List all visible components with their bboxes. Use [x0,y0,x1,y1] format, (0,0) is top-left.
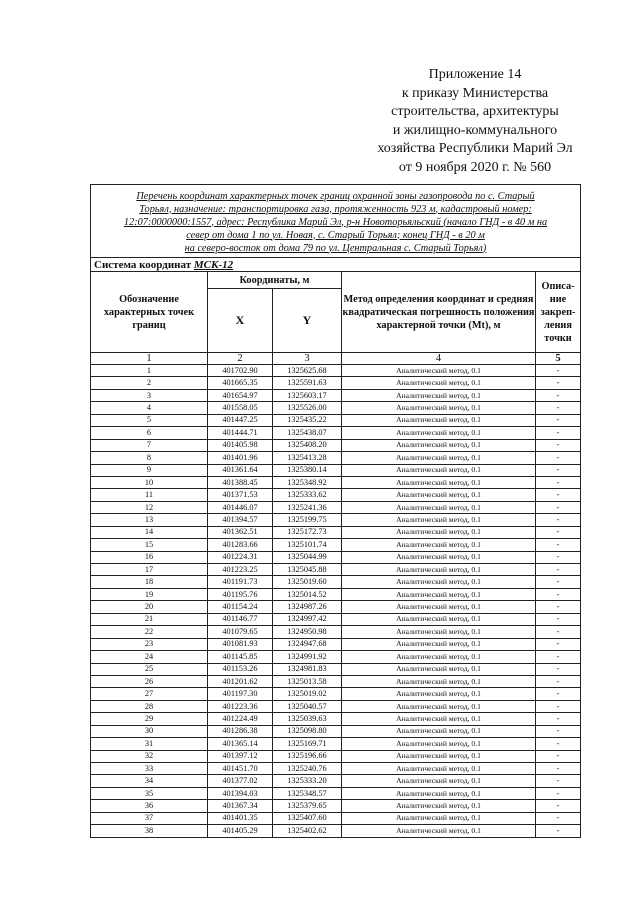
table-row [91,414,581,426]
table-row [91,526,581,538]
coord-x: 401361.64 [208,464,273,476]
table-row [91,564,581,576]
fixing-description: - [536,427,581,439]
fixing-description: - [536,825,581,837]
method: Аналитический метод, 0.1 [342,576,536,588]
coordinates-table [90,184,581,838]
coord-y: 1324997.42 [273,613,342,625]
method: Аналитический метод, 0.1 [342,800,536,812]
coord-x: 401201.62 [208,675,273,687]
fixing-description: - [536,725,581,737]
coord-x: 401146.77 [208,613,273,625]
point-number: 7 [91,439,208,451]
coord-x: 401195.76 [208,588,273,600]
table-row [91,825,581,837]
coord-x: 401702.90 [208,365,273,377]
method: Аналитический метод, 0.1 [342,365,536,377]
method: Аналитический метод, 0.1 [342,725,536,737]
table-title [91,185,581,258]
coord-x: 401362.51 [208,526,273,538]
method: Аналитический метод, 0.1 [342,402,536,414]
point-number: 25 [91,663,208,675]
coord-x: 401451.70 [208,763,273,775]
table-row [91,688,581,700]
point-number: 2 [91,377,208,389]
point-number: 32 [91,750,208,762]
header-y: Y [273,289,342,353]
table-row [91,775,581,787]
coord-x: 401405.98 [208,439,273,451]
fixing-description: - [536,713,581,725]
coord-y: 1324991.92 [273,651,342,663]
coord-y: 1325379.65 [273,800,342,812]
fixing-description: - [536,787,581,799]
fixing-description: - [536,626,581,638]
point-number: 6 [91,427,208,439]
column-number: 3 [273,353,342,365]
table-row [91,576,581,588]
table-row [91,427,581,439]
method: Аналитический метод, 0.1 [342,651,536,663]
coord-x: 401224.31 [208,551,273,563]
table-row [91,713,581,725]
coord-x: 401446.07 [208,501,273,513]
method: Аналитический метод, 0.1 [342,489,536,501]
table-title-line: Перечень координат характерных точек границ охранной зоны газопровода по с. Старый [136,190,535,202]
coord-y: 1325045.88 [273,564,342,576]
table-row [91,377,581,389]
coord-y: 1324950.98 [273,626,342,638]
table-row [91,489,581,501]
method: Аналитический метод, 0.1 [342,812,536,824]
coord-y: 1325435.22 [273,414,342,426]
point-number: 3 [91,389,208,401]
table-row [91,750,581,762]
method: Аналитический метод, 0.1 [342,688,536,700]
method: Аналитический метод, 0.1 [342,464,536,476]
point-number: 22 [91,626,208,638]
point-number: 23 [91,638,208,650]
fixing-description: - [536,365,581,377]
point-number: 28 [91,700,208,712]
coord-y: 1325380.14 [273,464,342,476]
coord-y: 1325413.28 [273,452,342,464]
header-line: Приложение 14 [428,67,522,82]
coord-x: 401654.97 [208,389,273,401]
coord-y: 1325241.36 [273,501,342,513]
table-title-line: Торьял, назначение: транспортировка газа, протяженность 923 м, кадастровый номер: [139,203,532,215]
fixing-description: - [536,688,581,700]
table-row [91,663,581,675]
table-row [91,365,581,377]
point-number: 18 [91,576,208,588]
header-designation: Обозначение характерных точек границ [91,272,208,353]
method: Аналитический метод, 0.1 [342,564,536,576]
point-number: 34 [91,775,208,787]
coord-y: 1325348.92 [273,476,342,488]
coord-y: 1325625.68 [273,365,342,377]
method: Аналитический метод, 0.1 [342,526,536,538]
fixing-description: - [536,601,581,613]
header-description: Описа-ние закреп-ления точки [536,272,581,353]
table-row [91,675,581,687]
coord-y: 1325199.75 [273,514,342,526]
header-line: и жилищно-коммунального [392,122,558,138]
coord-y: 1325240.76 [273,763,342,775]
coord-x: 401081.93 [208,638,273,650]
table-row [91,402,581,414]
method: Аналитический метод, 0.1 [342,713,536,725]
header-line: строительства, архитектуры [391,104,559,120]
table-row [91,800,581,812]
table-row [91,738,581,750]
table-row [91,389,581,401]
coordinate-system-value: МСК-12 [193,258,234,271]
method: Аналитический метод, 0.1 [342,427,536,439]
coord-x: 401405.29 [208,825,273,837]
point-number: 26 [91,675,208,687]
method: Аналитический метод, 0.1 [342,514,536,526]
coord-y: 1325013.58 [273,675,342,687]
table-row [91,787,581,799]
coord-y: 1325019.02 [273,688,342,700]
table-row [91,514,581,526]
method: Аналитический метод, 0.1 [342,613,536,625]
coord-x: 401367.34 [208,800,273,812]
coord-x: 401388.45 [208,476,273,488]
coord-y: 1325172.73 [273,526,342,538]
coord-x: 401377.02 [208,775,273,787]
point-number: 11 [91,489,208,501]
method: Аналитический метод, 0.1 [342,439,536,451]
coord-y: 1325044.99 [273,551,342,563]
fixing-description: - [536,675,581,687]
fixing-description: - [536,539,581,551]
fixing-description: - [536,588,581,600]
header-method: Метод определения координат и средняя квадратическая погрешность положения характерной точки (Mt), м [342,272,536,353]
coord-x: 401197.30 [208,688,273,700]
fixing-description: - [536,439,581,451]
coord-x: 401191.73 [208,576,273,588]
fixing-description: - [536,389,581,401]
fixing-description: - [536,464,581,476]
table-row [91,501,581,513]
table-row [91,601,581,613]
coord-y: 1325333.20 [273,775,342,787]
point-number: 4 [91,402,208,414]
coord-y: 1325407.60 [273,812,342,824]
method: Аналитический метод, 0.1 [342,700,536,712]
coord-y: 1325603.17 [273,389,342,401]
table-row [91,539,581,551]
point-number: 20 [91,601,208,613]
method: Аналитический метод, 0.1 [342,501,536,513]
fixing-description: - [536,476,581,488]
fixing-description: - [536,812,581,824]
method: Аналитический метод, 0.1 [342,825,536,837]
coord-x: 401447.25 [208,414,273,426]
fixing-description: - [536,551,581,563]
coord-x: 401223.36 [208,700,273,712]
fixing-description: - [536,700,581,712]
coord-x: 401224.49 [208,713,273,725]
method: Аналитический метод, 0.1 [342,588,536,600]
fixing-description: - [536,576,581,588]
coord-y: 1325526.00 [273,402,342,414]
coord-y: 1325196.66 [273,750,342,762]
point-number: 1 [91,365,208,377]
table-row [91,476,581,488]
fixing-description: - [536,613,581,625]
coordinate-system [91,258,581,272]
coord-x: 401223.25 [208,564,273,576]
method: Аналитический метод, 0.1 [342,663,536,675]
method: Аналитический метод, 0.1 [342,452,536,464]
column-number: 1 [91,353,208,365]
point-number: 24 [91,651,208,663]
header-line: к приказу Министерства [401,85,549,101]
coord-y: 1325402.62 [273,825,342,837]
point-number: 29 [91,713,208,725]
point-number: 8 [91,452,208,464]
method: Аналитический метод, 0.1 [342,775,536,787]
method: Аналитический метод, 0.1 [342,539,536,551]
method: Аналитический метод, 0.1 [342,787,536,799]
point-number: 13 [91,514,208,526]
point-number: 17 [91,564,208,576]
method: Аналитический метод, 0.1 [342,377,536,389]
coord-y: 1324947.68 [273,638,342,650]
method: Аналитический метод, 0.1 [342,414,536,426]
point-number: 31 [91,738,208,750]
fixing-description: - [536,452,581,464]
fixing-description: - [536,763,581,775]
point-number: 30 [91,725,208,737]
coord-y: 1325019.60 [273,576,342,588]
table-row [91,588,581,600]
header-x: X [208,289,273,353]
method: Аналитический метод, 0.1 [342,738,536,750]
method: Аналитический метод, 0.1 [342,675,536,687]
point-number: 10 [91,476,208,488]
table-row [91,464,581,476]
coord-y: 1325333.62 [273,489,342,501]
point-number: 27 [91,688,208,700]
header-coordinates: Координаты, м [208,272,342,289]
coord-x: 401283.66 [208,539,273,551]
coord-y: 1325040.57 [273,700,342,712]
table-row [91,812,581,824]
method: Аналитический метод, 0.1 [342,750,536,762]
method: Аналитический метод, 0.1 [342,389,536,401]
point-number: 14 [91,526,208,538]
coord-x: 401401.35 [208,812,273,824]
coord-y: 1325408.20 [273,439,342,451]
method: Аналитический метод, 0.1 [342,476,536,488]
fixing-description: - [536,514,581,526]
appendix-header [360,66,590,178]
point-number: 19 [91,588,208,600]
fixing-description: - [536,489,581,501]
fixing-description: - [536,663,581,675]
method: Аналитический метод, 0.1 [342,601,536,613]
coord-y: 1325098.80 [273,725,342,737]
point-number: 5 [91,414,208,426]
coord-y: 1325438.07 [273,427,342,439]
method: Аналитический метод, 0.1 [342,638,536,650]
method: Аналитический метод, 0.1 [342,763,536,775]
fixing-description: - [536,800,581,812]
fixing-description: - [536,775,581,787]
point-number: 36 [91,800,208,812]
coord-x: 401394.03 [208,787,273,799]
header-line: от 9 ноября 2020 г. № 560 [398,159,552,175]
fixing-description: - [536,738,581,750]
coord-y: 1325014.52 [273,588,342,600]
point-number: 37 [91,812,208,824]
coord-y: 1325101.74 [273,539,342,551]
table-row [91,700,581,712]
fixing-description: - [536,564,581,576]
coord-x: 401397.12 [208,750,273,762]
table-row [91,638,581,650]
coord-y: 1324981.83 [273,663,342,675]
coord-y: 1324987.26 [273,601,342,613]
fixing-description: - [536,526,581,538]
coord-y: 1325348.57 [273,787,342,799]
coord-x: 401665.35 [208,377,273,389]
point-number: 15 [91,539,208,551]
fixing-description: - [536,638,581,650]
coord-x: 401401.96 [208,452,273,464]
table-row [91,763,581,775]
fixing-description: - [536,651,581,663]
point-number: 9 [91,464,208,476]
table-row [91,452,581,464]
table-row [91,439,581,451]
coord-x: 401154.24 [208,601,273,613]
coord-x: 401444.71 [208,427,273,439]
column-number: 2 [208,353,273,365]
column-number: 5 [536,353,581,365]
fixing-description: - [536,414,581,426]
coord-x: 401394.57 [208,514,273,526]
table-row [91,551,581,563]
coord-x: 401371.53 [208,489,273,501]
fixing-description: - [536,750,581,762]
coord-x: 401286.38 [208,725,273,737]
table-row [91,725,581,737]
fixing-description: - [536,402,581,414]
table-row [91,651,581,663]
fixing-description: - [536,377,581,389]
coord-y: 1325591.63 [273,377,342,389]
coord-y: 1325039.63 [273,713,342,725]
point-number: 12 [91,501,208,513]
coord-x: 401558.05 [208,402,273,414]
table-title-line: на северо-восток от дома 79 по ул. Центральная с. Старый Торьял) [184,242,487,254]
table-title-line: 12:07:0000000:1557, адрес: Республика Марий Эл, р-н Новоторьяльский (начало ГНД - в 40 м на [123,216,548,228]
table-title-line: север от дома 1 по ул. Новая, с. Старый Торьял; конец ГНД - в 20 м [186,229,485,241]
point-number: 16 [91,551,208,563]
method: Аналитический метод, 0.1 [342,626,536,638]
method: Аналитический метод, 0.1 [342,551,536,563]
coord-x: 401153.26 [208,663,273,675]
table-row [91,626,581,638]
point-number: 35 [91,787,208,799]
coord-x: 401365.14 [208,738,273,750]
coordinate-system-label: Система координат [94,258,192,271]
point-number: 33 [91,763,208,775]
coord-x: 401079.65 [208,626,273,638]
coord-y: 1325169.71 [273,738,342,750]
fixing-description: - [536,501,581,513]
point-number: 21 [91,613,208,625]
coord-x: 401145.85 [208,651,273,663]
header-line: хозяйства Республики Марий Эл [377,141,573,157]
column-number: 4 [342,353,536,365]
point-number: 38 [91,825,208,837]
table-row [91,613,581,625]
